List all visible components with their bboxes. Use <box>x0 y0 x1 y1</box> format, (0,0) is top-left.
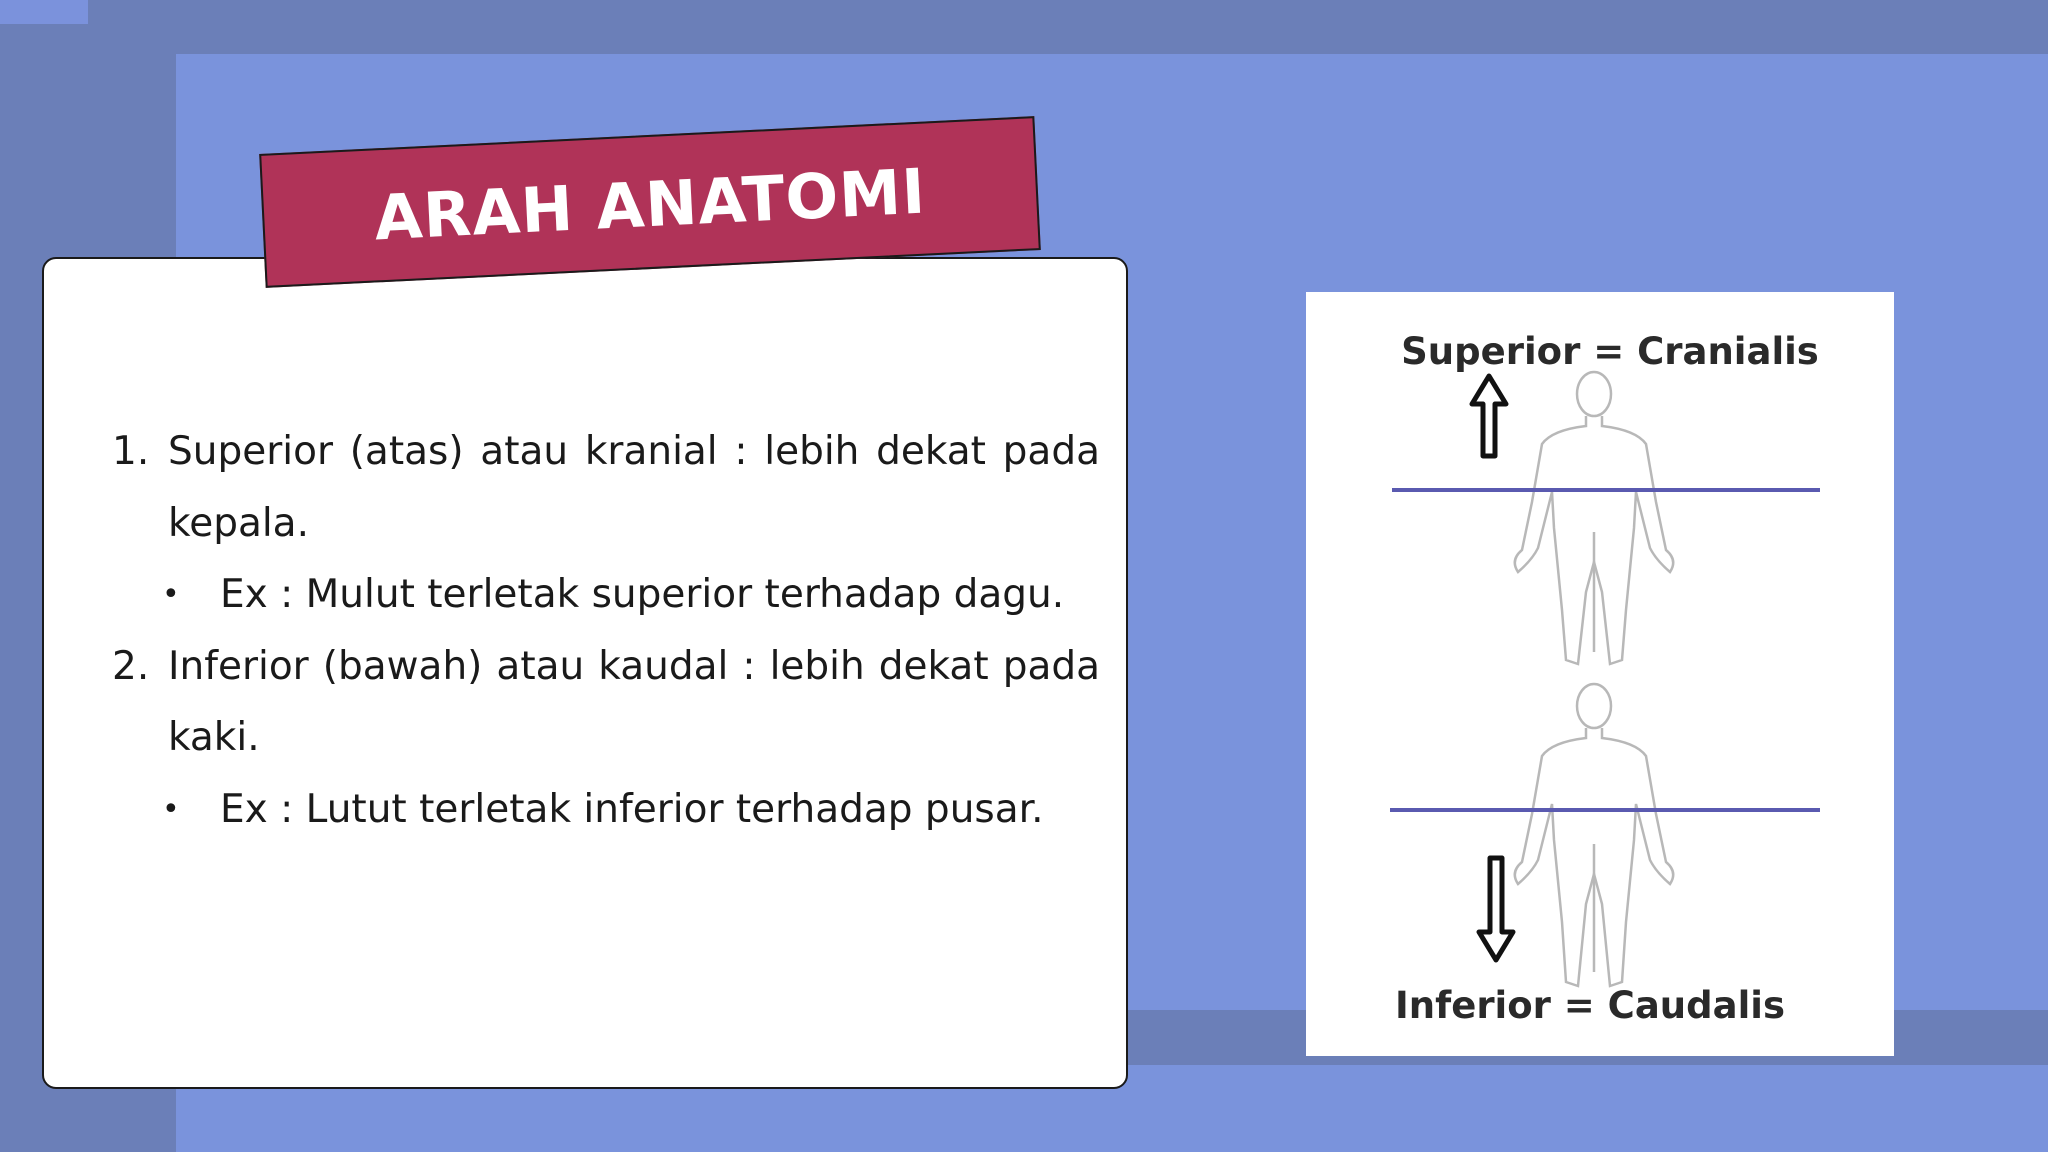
item-text: Superior (atas) atau kranial : lebih dekat pada <box>168 429 1100 474</box>
anatomy-illustration <box>1306 292 1894 1056</box>
item-text: Inferior (bawah) atau kaudal : lebih dekat pada <box>168 644 1100 689</box>
example-text: Ex : Mulut terletak superior terhadap dagu. <box>220 572 1065 617</box>
arrow-up-icon <box>1472 376 1506 456</box>
arrow-down-icon <box>1479 858 1513 960</box>
item-number: 1. <box>112 429 150 474</box>
item-text-continued: kaki. <box>168 715 260 760</box>
corner-decoration <box>0 0 88 24</box>
anatomy-figure <box>1306 292 1894 1056</box>
lower-human-outline <box>1515 684 1673 986</box>
top-band <box>0 0 2048 54</box>
example-text: Ex : Lutut terletak inferior terhadap pusar. <box>220 787 1044 832</box>
item-number: 2. <box>112 644 150 689</box>
bullet-icon: • <box>162 792 180 827</box>
upper-human-outline <box>1515 372 1673 664</box>
bullet-icon: • <box>162 577 180 612</box>
inferior-label: Inferior = Caudalis <box>1395 984 1785 1027</box>
item-text-continued: kepala. <box>168 501 309 546</box>
content-card <box>42 257 1128 1089</box>
superior-label: Superior = Cranialis <box>1401 330 1819 373</box>
slide-title: ARAH ANATOMI <box>372 154 928 254</box>
direction-list <box>44 259 1126 1087</box>
